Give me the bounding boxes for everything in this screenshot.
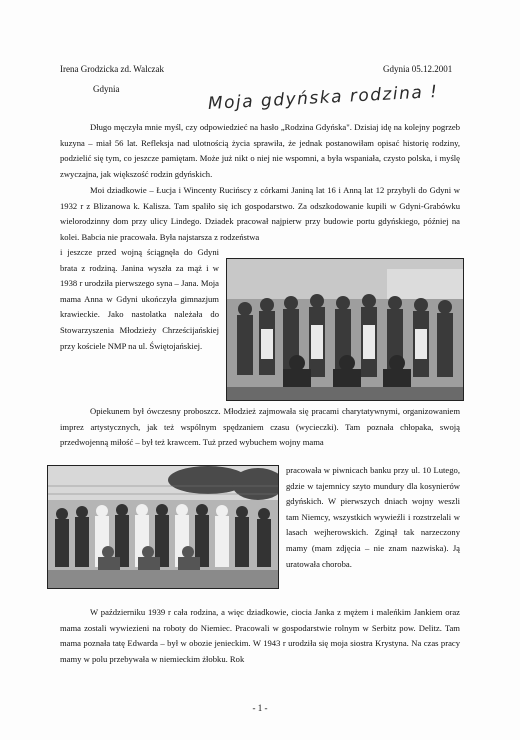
handwritten-title: Moja gdyńska rodzina !	[207, 81, 440, 114]
paragraph-2-continued: i jeszcze przed wojną ściągnęła do Gdyni brata z rodziną. Janina wyszła za mąż i w 1938 r urodziła pierwszego syna – Jana. Moja mama Anna w Gdyni ukończyła gimnazjum krawieckie. Jako nastolatka należała do Stowarzyszenia Młodzieży Chrześcijańskiej przy kościele NMP na ul. Świętojańskiej.	[60, 247, 219, 351]
page-number: - 1 -	[252, 703, 268, 713]
paragraph-4-text: W październiku 1939 r cała rodzina, a więc dziadkowie, ciocia Janka z mężem i maleńkim Jankiem oraz mama zostali wywiezieni na roboty do Niemiec. Pracowali w gospodarstwie rolnym w Serbitz pow. Delitz. Tam mama poznała tatę Edwarda – był w obozie jenieckim. W 1943 r urodziła się moja siostra Krystyna. Na czas pracy mamy w polu przebywała w niemieckim żłobku. Rok	[60, 607, 460, 664]
paragraph-3-top	[60, 404, 460, 451]
paragraph-2-wrap	[60, 245, 219, 354]
group-photo-costumes	[226, 258, 464, 401]
paragraph-1	[60, 120, 460, 182]
place-date: Gdynia 05.12.2001	[383, 64, 453, 74]
paragraph-1-text: Długo męczyła mnie myśl, czy odpowiedzieć na hasło „Rodzina Gdyńska". Dzisiaj idę na kolejny pogrzeb kuzyna – miał 56 lat. Refleksja nad ulotnością życia sprawiła, że jednak postanowiłam opisać historię rodziny, podzielić się tym, co jeszcze pamiętam. Może już nikt o niej nie wspomni, a była wspaniała, czysto polska, i myślę zwyczajna, jak większość rodzin gdyńskich.	[60, 122, 460, 179]
author-city: Gdynia	[93, 84, 120, 94]
group-photo-outdoor	[47, 465, 279, 589]
paragraph-4	[60, 605, 460, 667]
author-name: Irena Grodzicka zd. Walczak	[60, 64, 165, 74]
paragraph-3-wrap	[286, 463, 460, 572]
paragraph-3-text: Opiekunem był ówczesny proboszcz. Młodzież zajmowała się pracami charytatywnymi, organizowaniem imprez artystycznych, jak też wspólnym spędzaniem czasu (wycieczki). Tam poznała chłopaka, swoją przedwojenną miłość – był też krawcem. Tuż przed wybuchem wojny mama	[60, 406, 460, 448]
paragraph-3-continued: pracowała w piwnicach banku przy ul. 10 Lutego, gdzie w tajemnicy szyto mundury dla kosynierów gdyńskich. W pierwszych dniach wojny weszli tam Niemcy, wszystkich wywieźli i rozstrzelali w lasach wejherowskich. Zginął tak narzeczony mamy (mam zdjęcia – nie znam nazwiska). Ją uratowała choroba.	[286, 465, 460, 569]
paragraph-2-top	[60, 183, 460, 245]
paragraph-2-text: Moi dziadkowie – Łucja i Wincenty Rucińscy z córkami Janiną lat 16 i Anną lat 12 przybyli do Gdyni w 1932 r z Blizanowa k. Kalisza. Tam spaliło się ich gospodarstwo. Za odszkodowanie kupili w Gdyni-Grabówku wielorodzinny dom przy ulicy Lindego. Dziadek pracował najpierw przy budowie portu gdyńskiego, później na kolei. Babcia nie pracowała. Była najstarsza z rodzeństwa	[60, 185, 460, 242]
